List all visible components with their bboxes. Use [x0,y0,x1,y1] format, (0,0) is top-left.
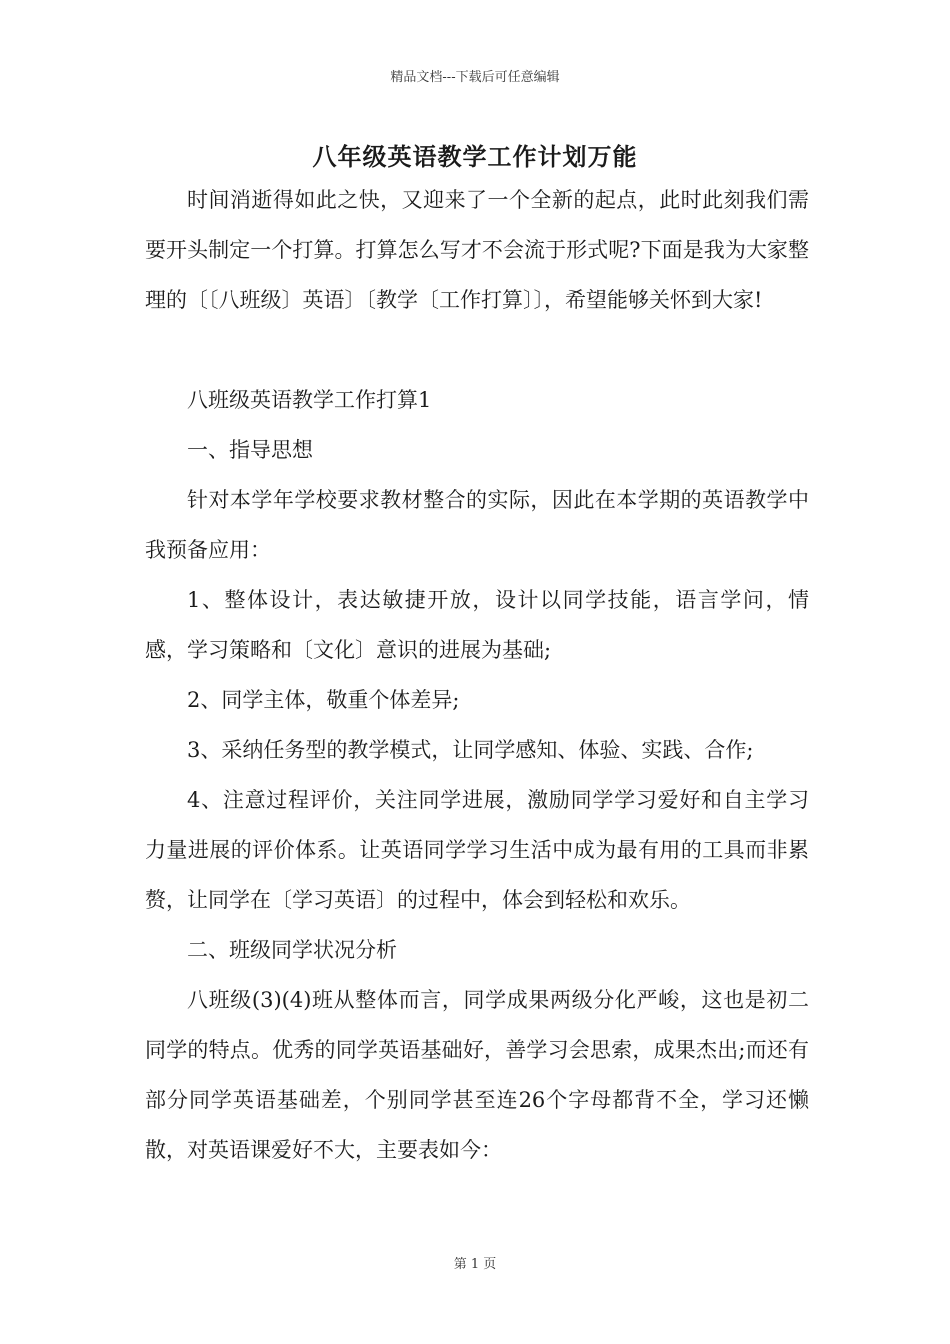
section-heading-guiding-ideology: 一、指导思想 [187,438,313,462]
document-title: 八年级英语教学工作计划万能 [312,142,638,171]
page-header: 精品文档---下载后可任意编辑 [390,70,560,85]
paragraph-spacer [145,325,809,375]
list-item-4: 4、注意过程评价，关注同学进展，激励同学学习爱好和自主学习力量进展的评价体系。让英语同学学习生活中成为最有用的工具而非累赘，让同学在〔学习英语〕的过程中，体会到轻松和欢乐。 [145,788,809,912]
document-body [145,175,809,1175]
list-item-1: 1、整体设计，表达敏捷开放，设计以同学技能，语言学问，情感，学习策略和〔文化〕意识的进展为基础; [145,588,809,662]
intro-paragraph: 时间消逝得如此之快，又迎来了一个全新的起点，此时此刻我们需要开头制定一个打算。打算怎么写才不会流于形式呢?下面是我为大家整理的〔〔八班级〕英语〕〔教学〔工作打算〕〕，希望能够关怀到大家! [145,188,809,312]
body-paragraph: 针对本学年学校要求教材整合的实际，因此在本学期的英语教学中我预备应用： [145,488,809,562]
section-heading-class-analysis: 二、班级同学状况分析 [187,938,397,962]
list-item-3: 3、采纳任务型的教学模式，让同学感知、体验、实践、合作; [187,738,754,762]
plan-heading: 八班级英语教学工作打算1 [187,388,432,412]
body-paragraph: 八班级(3)(4)班从整体而言，同学成果两级分化严峻，这也是初二同学的特点。优秀的同学英语基础好，善学习会思索，成果杰出;而还有部分同学英语基础差，个别同学甚至连26个字母都背不全，学习还懒散，对英语课爱好不大，主要表如今： [145,988,809,1162]
list-item-2: 2、同学主体，敬重个体差异; [187,688,460,712]
page-footer: 第 1 页 [453,1257,497,1272]
